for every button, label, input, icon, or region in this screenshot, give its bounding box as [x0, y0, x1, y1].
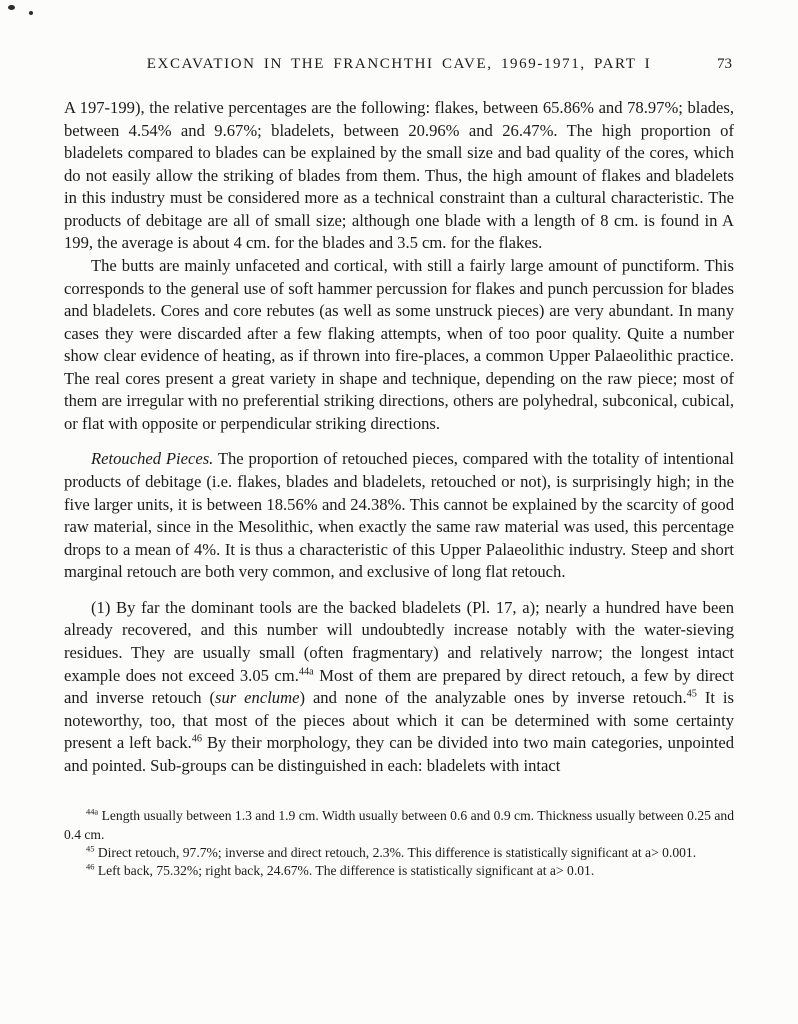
running-header — [64, 56, 734, 73]
scan-artifact — [29, 11, 33, 15]
footnote-45: $^{45}$ Direct retouch, 97.7%; inverse and direct retouch, 2.3%. This difference is statistically significant at a> 0.001. — [86, 843, 697, 860]
page-content — [64, 56, 734, 880]
body-paragraph-percentages: A 197-199), the relative percentages are the following: flakes, between 65.86% and 78.97%; blades, between 4.54% and 9.67%; bladelets, between 20.96% and 26.47%. The high proportion of bladelets compared to blades can be explained by the small size and bad quality of the cores, which do not easily allow the striking of blades from them. Thus, the high amount of flakes and bladelets in this industry must be considered more as a technical constraint than a cultural characteristic. The products of debitage are all of small size; although one blade with a length of 8 cm. is found in A 199, the average is about 4 cm. for the blades and 3.5 cm. for the flakes. — [64, 98, 734, 253]
footnote-46: $^{46}$ Left back, 75.32%; right back, 24.67%. The difference is statistically significant at a> 0.01. — [86, 861, 595, 878]
footnote-44a: $^{44a}$ Length usually between 1.3 and 1.9 cm. Width usually between 0.6 and 0.9 cm. Thickness usually between 0.25 and 0.4 cm. — [64, 806, 734, 842]
body-paragraph-butts-cores: The butts are mainly unfaceted and cortical, with still a fairly large amount of punctiform. This corresponds to the general use of soft hammer percussion for flakes and punch percussion for blades and bladelets. Cores and core rebutes (as well as some unstruck pieces) are very abundant. In many cases they were discarded after a few flaking attempts, when of too poor quality. Quite a number show clear evidence of heating, as if thrown into fire-places, a common Upper Palaeolithic practice. The real cores present a great variety in shape and technique, depending on the raw piece; most of them are irregular with no preferential striking directions, others are polyhedral, subconical, cubical, or flat with opposite or perpendicular striking directions. — [64, 255, 734, 433]
running-header-title: EXCAVATION IN THE FRANCHTHI CAVE, 1969-1971, PART I — [146, 56, 652, 72]
page-body — [64, 97, 734, 777]
page-number: 73 — [717, 56, 732, 72]
body-paragraph-retouched-pieces: Retouched Pieces. The proportion of retouched pieces, compared with the totality of intentional products of debitage (i.e. flakes, blades and bladelets, retouched or not), is surprisingly high; in the five larger units, it is between 18.56% and 24.38%. This cannot be explained by the scarcity of good raw material, since in the Mesolithic, when exactly the same raw material was used, this percentage drops to a mean of 4%. It is thus a characteristic of this Upper Palaeolithic industry. Steep and short marginal retouch are both very common, and exclusive of long flat retouch. — [64, 449, 734, 582]
body-paragraph-backed-bladelets: (1) By far the dominant tools are the backed bladelets (Pl. 17, a); nearly a hundred have been already recovered, and this number will undoubtedly increase notably with the water-sieving residues. They are usually small (often fragmentary) and relatively narrow; the longest intact example does not exceed 3.05 cm.$^{44a}$ Most of them are prepared by direct retouch, a few by direct and inverse retouch (sur enclume) and none of the analyzable ones by inverse retouch.$^{45}$ It is noteworthy, too, that most of the pieces about which it can be determined with some certainty present a left back.$^{46}$ By their morphology, they can be divided into two main categories, unpointed and pointed. Sub-groups can be distinguished in each: bladelets with intact — [64, 597, 735, 775]
footnotes-block — [64, 807, 734, 880]
scan-artifact — [8, 5, 15, 10]
